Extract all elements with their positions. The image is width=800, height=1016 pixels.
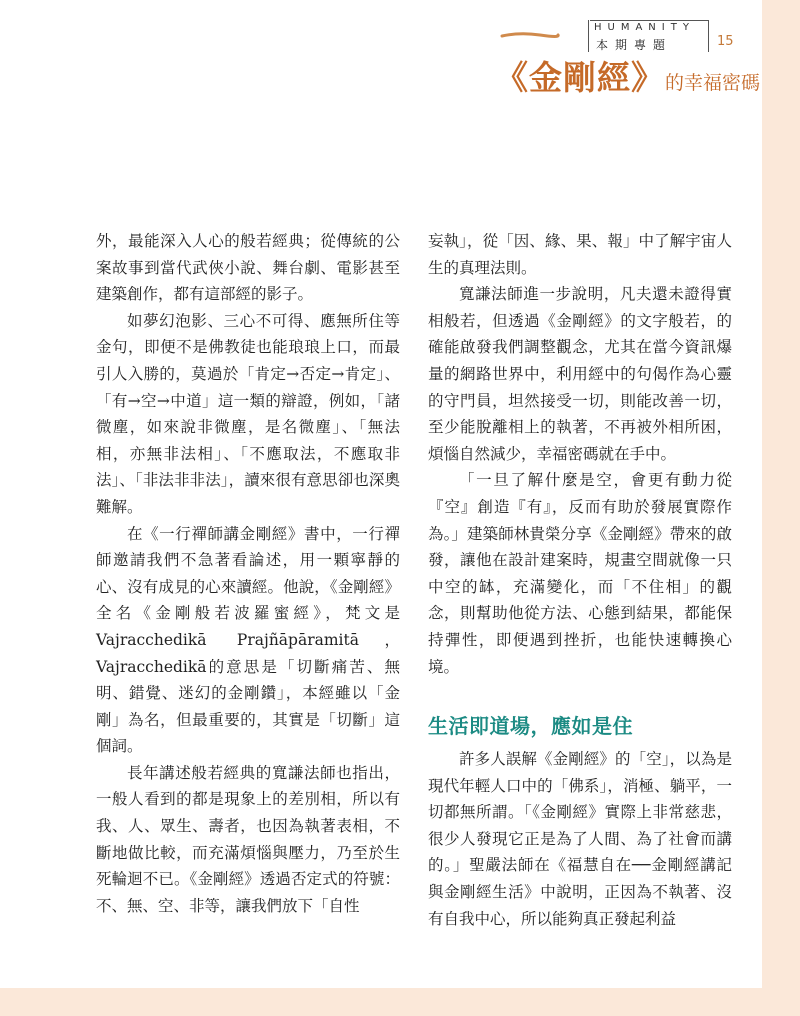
left-column <box>96 228 400 919</box>
paragraph: 妄執」，從「因、緣、果、報」中了解宇宙人生的真理法則。 <box>428 232 732 277</box>
header-divider <box>708 20 709 52</box>
title-main: 《金剛經》 <box>495 58 665 97</box>
paragraph: 在《一行禪師講金剛經》書中，一行禪師邀請我們不急著看論述，用一顆寧靜的心、沒有成見的心來讀經。他說，《金剛經》全名《金剛般若波羅蜜經》，梵文是 Vajracchedikā Prajñāpāramitā，Vajracchedikā的意思是「切斷痛苦、無明、錯覺、迷幻的金剛鑽」，本經雖以「金剛」為名，但最重要的，其實是「切斷」這個詞。 <box>96 524 400 756</box>
paragraph: 寬謙法師進一步說明，凡夫還未證得實相般若，但透過《金剛經》的文字般若，的確能啟發我們調整觀念，尤其在當今資訊爆量的網路世界中，利用經中的句偈作為心靈的守門員，坦然接受一切，則能改善一切，至少能脫離相上的執著，不再被外相所困，煩惱自然減少，幸福密碼就在手中。 <box>428 285 732 463</box>
article-title <box>495 52 760 99</box>
section-label: 本期專題 <box>596 38 673 52</box>
paragraph: 許多人誤解《金剛經》的「空」，以為是現代年輕人口中的「佛系」，消極、躺平，一切都無所謂。「《金剛經》實際上非常慈悲，很少人發現它正是為了人間、為了社會而講的。」聖嚴法師在《福慧自在──金剛經講記與金剛經生活》中說明，正因為不執著、沒有自我中心，所以能夠真正發起利益 <box>428 750 732 928</box>
page-number: 15 <box>717 34 734 49</box>
title-sub: 的幸福密碼 <box>665 72 761 94</box>
paragraph: 長年講述般若經典的寬謙法師也指出，一般人看到的都是現象上的差別相，所以有我、人、眾生、壽者，也因為執著表相，不斷地做比較，而充滿煩惱與壓力，乃至於生死輪迴不已。《金剛經》透過否定式的符號：不、無、空、非等，讓我們放下「自性 <box>96 763 400 915</box>
paragraph: 「一旦了解什麼是空，會更有動力從『空』創造『有』，反而有助於發展實際作為。」建築師林貴榮分享《金剛經》帶來的啟發，讓他在設計建案時，規畫空間就像一只中空的缽，充滿變化，而「不住相」的觀念，則幫助他從方法、心態到結果，都能保持彈性，即便遇到挫折，也能快速轉換心境。 <box>428 471 732 676</box>
brush-stroke-icon <box>500 30 560 40</box>
paragraph: 如夢幻泡影、三心不可得、應無所住等金句，即便不是佛教徒也能琅琅上口，而最引人入勝的，莫過於「肯定→否定→肯定」、「有→空→中道」這一類的辯證，例如，「諸微塵，如來說非微塵，是名微塵」、「無法相，亦無非法相」、「不應取法，不應取非法」、「非法非非法」，讀來很有意思卻也深奧難解。 <box>96 311 400 516</box>
section-heading: 生活即道場，應如是住 <box>428 714 633 739</box>
right-column <box>428 228 732 932</box>
paragraph: 外，最能深入人心的般若經典；從傳統的公案故事到當代武俠小說、舞台劇、電影甚至建築創作，都有這部經的影子。 <box>96 232 400 304</box>
header-rule <box>590 20 708 21</box>
magazine-name: HUMANITY <box>594 22 695 33</box>
header-divider <box>588 20 589 52</box>
